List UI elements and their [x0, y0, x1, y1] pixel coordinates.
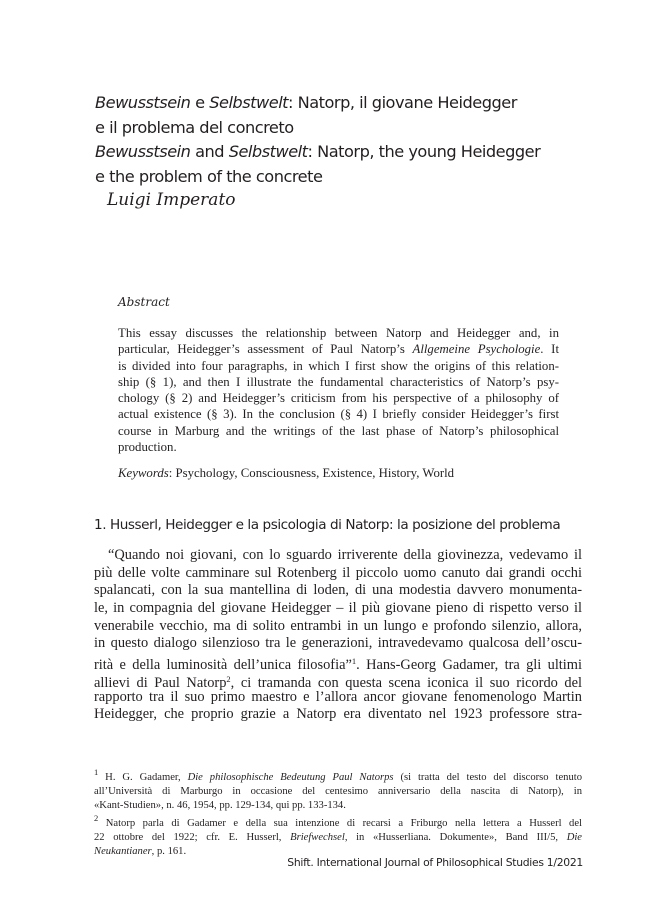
body-line-text: rità e della luminosità dell’unica filosofia”: [94, 657, 352, 674]
abstract-line: production.: [118, 440, 177, 455]
body-line: Heidegger, che proprio grazie a Natorp era diventato nel 1923 professore stra-: [94, 706, 582, 723]
footnote-text: H. G. Gadamer,: [98, 772, 188, 783]
abstract-line: actual existence (§ 3). In the conclusion (§ 4) I briefly consider Heidegger’s first: [118, 407, 559, 422]
body-line-tail: , ci tramanda con questa scena iconica il suo ricordo del: [230, 674, 582, 691]
author-name: Luigi Imperato: [107, 190, 236, 210]
footnote-title: Neukantianer: [94, 845, 152, 857]
abstract-line-tail: . It: [540, 342, 560, 357]
body-line-text: allievi di Paul Natorp: [94, 674, 227, 691]
body-line: in questo dialogo silenzioso tra le generazioni, intravedevamo qualcosa dell’oscu-: [94, 635, 582, 652]
title-english-line-2: e the problem of the concrete: [95, 166, 323, 186]
keywords-list: : Psychology, Consciousness, Existence, History, World: [168, 466, 455, 480]
body-line: [94, 653, 582, 674]
keywords: [118, 465, 454, 481]
footnote-ref-2[interactable]: 2: [226, 673, 231, 684]
footnote-title: Briefwechsel: [290, 832, 345, 844]
article-title: [95, 91, 595, 211]
title-rest: : Natorp, il giovane Heidegger: [288, 93, 517, 112]
footnote-number: 2: [94, 813, 99, 824]
abstract-line: ship (§ 1), and then I illustrate the fundamental characteristics of Natorp’s psy-: [118, 374, 559, 389]
title-english-line-1: [95, 140, 595, 165]
title-term-bewusstsein: Bewusstsein: [95, 93, 191, 112]
footnote-title: Die: [566, 832, 582, 844]
footnote-1-line: [94, 766, 582, 785]
body-line: rapporto tra il suo primo maestro e l’allora ancor giovane fenomenologo Martin: [94, 688, 582, 705]
body-line: [94, 671, 582, 689]
footnote-title: Die philosophische Bedeutung Paul Natorps: [187, 772, 394, 783]
keywords-label: Keywords: [118, 466, 169, 480]
footnote-2-line: [94, 831, 582, 845]
abstract-book-title: Allgemeine Psychologie: [412, 342, 541, 357]
footnote-ref-1[interactable]: 1: [351, 656, 357, 667]
abstract-line-text: particular, Heidegger’s assessment of Paul Natorp’s: [118, 342, 413, 357]
abstract-line: chology (§ 2) and Heidegger’s criticism from his perspective of a philosophy of: [118, 391, 559, 406]
title-term-selbstwelt-en: Selbstwelt: [228, 142, 308, 161]
footnote-number: 1: [94, 767, 99, 777]
footnote-1-line: all’Università di Marburgo in occasione del centesimo anniversario della nascita di Natorp), in: [94, 785, 582, 797]
footnote-text: (si tratta del testo del discorso tenuto: [393, 772, 582, 783]
abstract-heading: Abstract: [118, 295, 170, 309]
body-paragraph: [94, 547, 582, 724]
abstract-line: course in Marburg and the writings of the last phase of Natorp’s philosophical: [118, 423, 559, 438]
body-line: venerabile vecchio, ma di solito entrambi in un lungo e profondo silenzio, allora,: [94, 617, 582, 634]
title-rest-en: : Natorp, the young Heidegger: [307, 142, 541, 161]
body-line-tail: . Hans-Georg Gadamer, tra gli ultimi: [356, 657, 582, 674]
abstract-text: [118, 325, 559, 455]
abstract-line: This essay discusses the relationship between Natorp and Heidegger and, in: [118, 326, 559, 340]
section-heading: 1. Husserl, Heidegger e la psicologia di Natorp: la posizione del problema: [94, 517, 561, 533]
title-term-bewusstsein-en: Bewusstsein: [95, 142, 191, 161]
abstract-line: is divided into four paragraphs, in which I first show the origins of this relation-: [118, 358, 559, 373]
title-term-selbstwelt: Selbstwelt: [209, 93, 289, 112]
abstract-line: [118, 341, 559, 357]
title-conj-en: and: [190, 142, 229, 161]
footnotes: [94, 766, 582, 859]
body-line: le, in compagnia del giovane Heidegger – il più giovane pieno di rispetto verso il: [94, 600, 582, 617]
title-conj: e: [190, 93, 210, 112]
footnote-2-line: [94, 812, 582, 831]
footnote-text: , in «Husserliana. Dokumente», Band III/5,: [344, 832, 567, 844]
journal-footer: Shift. International Journal of Philosophical Studies 1/2021: [287, 856, 583, 869]
footnote-text: , p. 161.: [151, 845, 187, 857]
footnote-1-line: «Kant-Studien», n. 46, 1954, pp. 129-134, qui pp. 133-134.: [94, 799, 346, 811]
title-italian-line-1: [95, 91, 595, 116]
footnote-text: Natorp parla di Gadamer e della sua intenzione di recarsi a Friburgo nella lettera a Husserl del: [98, 818, 582, 830]
footnote-text: 22 ottobre del 1922; cfr. E. Husserl,: [94, 832, 291, 844]
body-line: più delle volte camminare sul Rotenberg il piccolo uomo canuto dai grandi occhi: [94, 564, 582, 581]
body-line: spalancati, con la sua mantellina di loden, di una modestia davvero monumenta-: [94, 582, 582, 599]
title-italian-line-2: e il problema del concreto: [95, 117, 294, 137]
body-line: “Quando noi giovani, con lo sguardo irriverente della giovinezza, vedevamo il: [108, 547, 582, 563]
